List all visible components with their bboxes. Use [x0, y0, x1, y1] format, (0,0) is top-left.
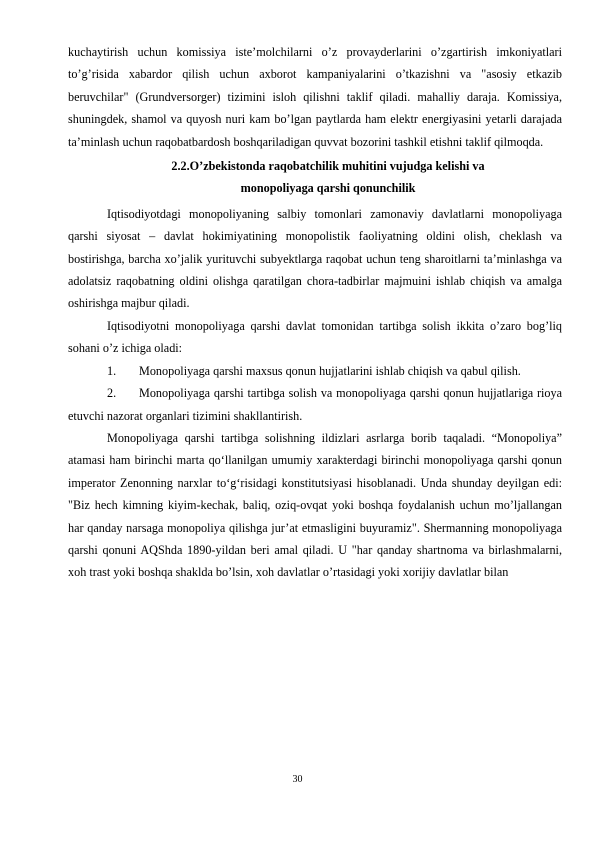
paragraph-monopoly-negatives: Iqtisodiyotdagi monopoliyaning salbiy tomonlari zamonaviy davlatlarni monopoliyaga qarshi siyosat – davlat hokimiyatining monopolistik faoliyatning oldini olish, cheklash va bostirishga, barcha xo’jalik yurituvchi subyektlarga raqobat uchun teng sharoitlarni ta’minlashga va adolatsiz raqobatning oldini olishga qaratilgan chora-tadbirlar majmuini ishlab chiqish va amalga oshirishga majbur qiladi.	[68, 206, 562, 311]
list-item-1	[68, 360, 562, 382]
section-heading	[68, 155, 562, 200]
list-item-number: 1.	[107, 363, 117, 378]
paragraph-regulation-areas: Iqtisodiyotni monopoliyaga qarshi davlat tomonidan tartibga solish ikkita o’zaro bog’liq sohani o’z ichiga oladi:	[68, 318, 562, 356]
section-heading-line-2: monopoliyaga qarshi qonunchilik	[240, 181, 416, 196]
list-item-text: Monopoliyaga qarshi maxsus qonun hujjatlarini ishlab chiqish va qabul qilish.	[139, 363, 521, 378]
list-item-2	[68, 382, 562, 427]
list-item-text: Monopoliyaga qarshi tartibga solish va monopoliyaga qarshi qonun hujjatlariga rioya etuvchi nazorat organlari tizimini shakllantirish.	[68, 386, 562, 423]
list-item-number: 2.	[107, 386, 117, 401]
page-number: 30	[292, 774, 303, 785]
paragraph-continued: kuchaytirish uchun komissiya iste’molchilarni o’z provayderlarini o’zgartirish imkoniyatlari to’g’risida xabardor qilish uchun axborot kampaniyalarini o’tkazishni va "asosiy etkazib beruvchilar" (Grundversorger) tizimini isloh qilishni taklif qiladi. mahalliy daraja. Komissiya, shuningdek, shamol va quyosh nuri kam bo’lgan paytlarda ham elektr energiyasini yetarli darajada ta’minlash uchun raqobatbardosh boshqariladigan quvvat bozorini tashkil etishni taklif qilmoqda.	[68, 45, 562, 149]
section-heading-line-1: 2.2.O’zbekistonda raqobatchilik muhitini vujudga kelishi va	[171, 159, 485, 174]
paragraph-history: Monopoliyaga qarshi tartibga solishning ildizlari asrlarga borib taqaladi. “Monopoliya” atamasi ham birinchi marta qo‘llanilgan umumiy xarakterdagi birinchi monopoliyaga qarshi qonun imperator Zenonning narxlar to‘g‘risidagi konstitutsiyasi hisoblanadi. Unda shunday deyilgan edi: "Biz hech kimning kiyim-kechak, baliq, oziq-ovqat yoki boshqa foydalanish uchun mo’ljallangan har qanday narsaga monopoliya qilishga jur’at etmasligini buyuramiz". Shermanning monopoliyaga qarshi qonuni AQShda 1890-yildan beri amal qiladi. U "har qanday shartnoma va birlashmalarni, xoh trast yoki boshqa shaklda bo’lsin, xoh davlatlar o’rtasidagi yoki xorijiy davlatlar bilan	[68, 430, 562, 580]
page-body	[68, 41, 562, 584]
